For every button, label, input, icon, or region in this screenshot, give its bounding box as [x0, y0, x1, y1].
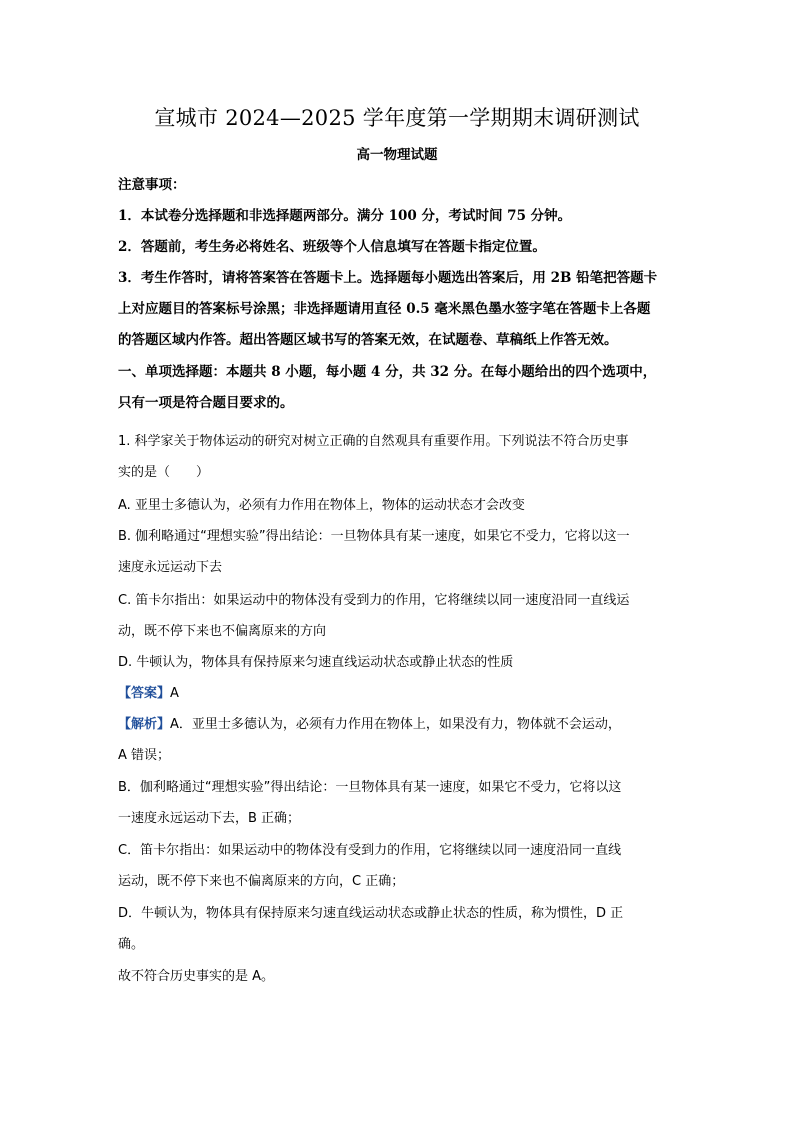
analysis-line-6: 运动，既不停下来也不偏离原来的方向，C 正确；	[118, 874, 405, 889]
analysis-line-3: B．伽利略通过“理想实验”得出结论：一旦物体具有某一速度，如果它不受力，它将以这	[118, 780, 622, 795]
question-stem-line-2: 实的是（ ）	[118, 465, 210, 480]
notice-item-1: 1．本试卷分选择题和非选择题两部分。满分 100 分，考试时间 75 分钟。	[118, 208, 572, 224]
analysis-text-1: A．亚里士多德认为，必须有力作用在物体上，如果没有力，物体就不会运动，	[170, 717, 621, 732]
analysis-line-4: 一速度永远运动下去，B 正确；	[118, 811, 301, 826]
analysis-line-2: A 错误；	[118, 748, 171, 763]
notice-item-3-cont-1: 上对应题目的答案标号涂黑；非选择题请用直径 0.5 毫米黑色墨水签字笔在答题卡上各题	[118, 301, 651, 317]
question-stem-line-1: 1. 科学家关于物体运动的研究对树立正确的自然观具有重要作用。下列说法不符合历史事	[118, 434, 629, 449]
page-subtitle: 高一物理试题	[356, 147, 438, 163]
option-a: A. 亚里士多德认为，必须有力作用在物体上，物体的运动状态才会改变	[118, 498, 525, 513]
section-heading-line-2: 只有一项是符合题目要求的。	[118, 395, 294, 411]
analysis-line-8: 确。	[118, 937, 145, 952]
option-c-line-2: 动，既不停下来也不偏离原来的方向	[118, 624, 327, 639]
analysis-line-1	[118, 715, 678, 735]
notice-heading: 注意事项：	[118, 177, 186, 193]
answer-label: 【答案】	[118, 686, 171, 701]
option-b-line-1: B. 伽利略通过“理想实验”得出结论：一旦物体具有某一速度，如果它不受力，它将以这一	[118, 529, 630, 544]
notice-item-3: 3．考生作答时，请将答案答在答题卡上。选择题每小题选出答案后，用 2B 铅笔把答题卡	[118, 270, 658, 286]
analysis-line-5: C．笛卡尔指出：如果运动中的物体没有受到力的作用，它将继续以同一速度沿同一直线	[118, 843, 622, 858]
answer-value: A	[170, 686, 179, 701]
section-heading-line-1: 一、单项选择题：本题共 8 小题，每小题 4 分，共 32 分。在每小题给出的四个选项中，	[118, 364, 657, 380]
notice-item-2: 2．答题前，考生务必将姓名、班级等个人信息填写在答题卡指定位置。	[118, 239, 546, 255]
answer-line	[118, 684, 678, 704]
notice-item-3-cont-2: 的答题区域内作答。超出答题区域书写的答案无效，在试题卷、草稿纸上作答无效。	[118, 332, 618, 348]
analysis-label: 【解析】	[118, 717, 171, 732]
analysis-line-7: D．牛顿认为，物体具有保持原来匀速直线运动状态或静止状态的性质，称为惯性，D 正	[118, 906, 624, 921]
analysis-line-9: 故不符合历史事实的是 A。	[118, 969, 275, 984]
option-c-line-1: C. 笛卡尔指出：如果运动中的物体没有受到力的作用，它将继续以同一速度沿同一直线运	[118, 593, 630, 608]
option-d: D. 牛顿认为，物体具有保持原来匀速直线运动状态或静止状态的性质	[118, 655, 514, 670]
page-title: 宣城市 2024—2025 学年度第一学期期末调研测试	[154, 106, 640, 130]
option-b-line-2: 速度永远运动下去	[118, 560, 223, 575]
